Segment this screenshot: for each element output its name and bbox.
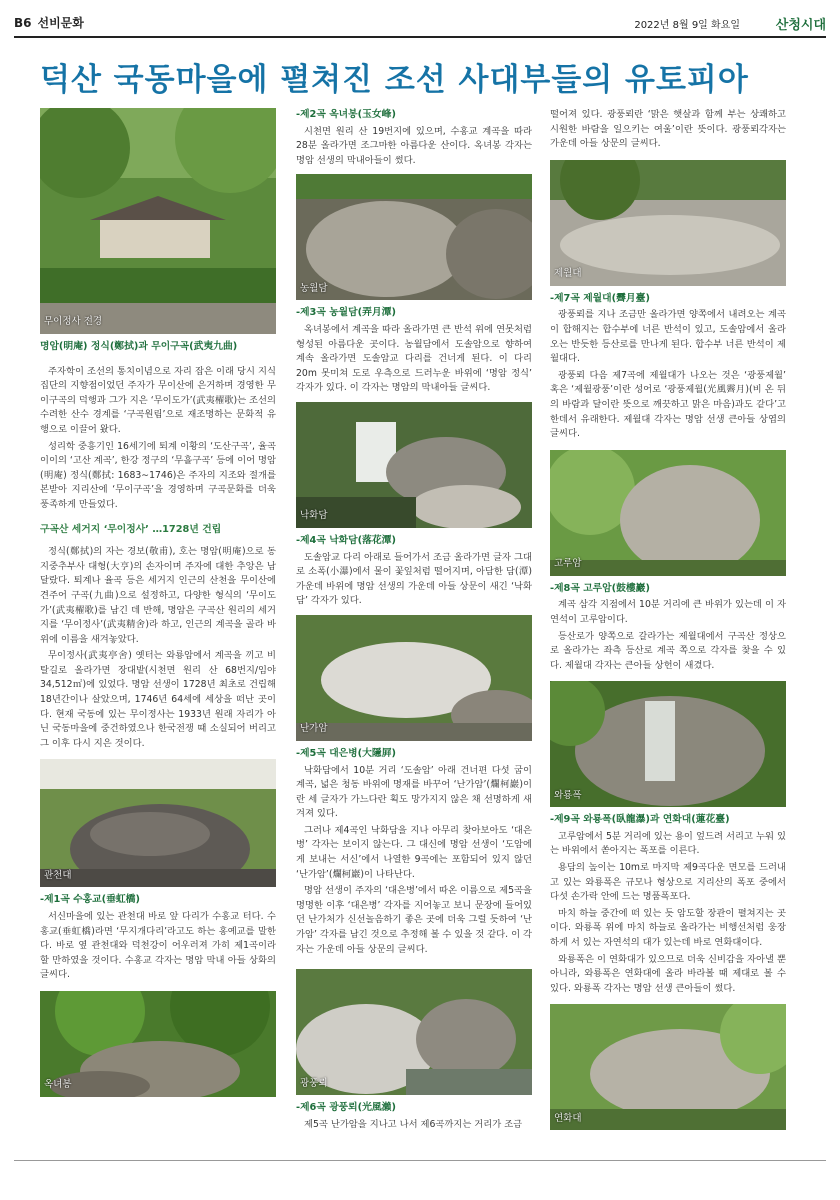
gok-heading: -제5곡 대은병(大隱屛) <box>296 747 396 759</box>
page-header <box>14 14 826 38</box>
photo-caption: 관천대 <box>44 869 72 881</box>
gok-heading: -제9곡 와룡폭(臥龍瀑)과 연화대(蓮花臺) <box>550 814 730 826</box>
gok-heading: -제2곡 옥녀봉(玉女峰) <box>296 109 396 120</box>
issue-date: 2022년 8월 9일 화요일 <box>634 20 740 31</box>
photo-nangaam <box>296 615 532 741</box>
photo-caption: 제월대 <box>554 268 582 280</box>
photo-muijeongsa <box>40 108 276 334</box>
page-footer-rule <box>14 1160 826 1161</box>
body-text: 떨어져 있다. 광풍뢰란 ‘맑은 햇살과 함께 부는 상쾌하고 시원한 바람을 일으키는 여울’이란 뜻이다. 광풍뢰각자는 가운데 아들 상문의 글씨다. <box>550 109 786 150</box>
body-text: 와룡폭은 이 연화대가 있으므로 더욱 신비감을 자아낼 뿐 아니라, 와룡폭은 연화대에 올라 바라볼 때 제대로 볼 수 있다. 와룡폭 각자는 명암 선생 큰아들이 썼다. <box>550 953 786 994</box>
body-text: 제5곡 난가암을 지나고 나서 제6곡까지는 거리가 조금 <box>304 1118 523 1130</box>
column-1 <box>40 108 276 1097</box>
body-text: 무이정사(武夷亭舍) 옛터는 와룡암에서 계곡을 끼고 비탈길로 올라가면 장대밭(시천면 원리 산 68번지/임야 34,512㎡)에 있었다. 명암 선생이 1728년 최초로 건립해 18년간이나 살았으며, 1746년 64세에 세상을 떠난 곳이다. 현재 국동에 있는 무이정사는 1933년 원래 자리가 아닌 국동마을에 중건하였으나 한국전쟁 때 소실되어 버리고 그 이후 다시 지은 것이다. <box>40 650 276 749</box>
body-text: 시천면 원리 산 19번지에 있으며, 수홍교 계곡을 따라 28분 올라가면 조그마한 아름다운 산이다. 옥녀봉 각자는 명암 선생의 막내아들이 썼다. <box>296 125 532 166</box>
photo-jewoldae <box>550 160 786 286</box>
photo-caption: 무이정사 전경 <box>44 316 103 328</box>
body-text: 등산로가 양쪽으로 갈라가는 제월대에서 구곡산 정상으로 올라가는 좌측 등산로 계곡 쪽으로 각자를 찾을 수 있다. 제월대 각자는 큰아들 상헌이 새겼다. <box>550 630 786 671</box>
photo-gwancheondae <box>40 759 276 887</box>
body-text: 서신마을에 있는 관천대 바로 앞 다리가 수홍교 터다. 수홍교(垂虹橋)라면 ‘무지개다리’라고도 하는 홍예교를 말한다. 바로 옆 관천대와 덕천강이 어우러져 가히 제1곡이라 할 만하였을 것이다. 수홍교 각자는 명암 막내 아들 상화의 글씨다. <box>40 911 276 981</box>
photo-yeonhwadae <box>550 1004 786 1130</box>
body-text: 주자학이 조선의 통치이념으로 자리 잡은 이래 당시 지식집단의 지향점이었던 주자가 무이산에 은거하며 경영한 무이구곡의 덕행과 그가 지은 ‘무이도가’(武夷櫂歌)는 조선의 수려한 산수 경계를 ‘구곡원림’으로 재조명하는 문화적 유행으로 이끌어 왔다. <box>40 365 276 435</box>
section-heading: 구곡산 세거지 ‘무이정사’ …1728년 건립 <box>40 523 222 535</box>
section-heading: 명암(明庵) 정식(鄭拭)과 무이구곡(武夷九曲) <box>40 341 238 352</box>
section-name: 선비문화 <box>37 16 84 30</box>
photo-caption: 난가암 <box>300 723 328 735</box>
body-text: 성리학 중흥기인 16세기에 퇴계 이황의 ‘도산구곡’, 율곡 이이의 ‘고산 계곡’, 한강 정구의 ‘무흘구곡’ 등에 이어 명암(明庵) 정식(鄭拭: 1683∼1746)은 주자의 지조와 절개를 본받아 지리산에 ‘무이구곡’을 경영하며 구곡문화를 더욱 풍족하게 만들었다. <box>40 440 276 510</box>
body-text: 낙화담에서 10분 거리 ‘도솔암’ 아래 건너편 다섯 굽이 계곡, 넓은 청동 바위에 명재를 바꾸어 ‘난가암’(爛柯巖)이란 세 글자가 가느다란 획도 망가지지 않은 채 선명하게 새겨져 있다. <box>296 764 532 820</box>
body-text: 용담의 높이는 10m로 마지막 제9곡다운 면모를 드러내고 있는 와룡폭은 규모나 형상으로 지리산의 폭포 중에서 다섯 손가락 안에 드는 명품폭포다. <box>550 862 786 903</box>
photo-caption: 낙화담 <box>300 510 328 522</box>
photo-caption: 와룡폭 <box>554 789 582 801</box>
photo-oknyeobong <box>40 991 276 1097</box>
gok-heading: -제4곡 낙화담(落花潭) <box>296 534 396 546</box>
body-text: 도솔암교 다리 아래로 들어가서 조금 올라가면 글자 그대로 소폭(小瀑)에서 물이 꽃잎처럼 떨어지며, 아담한 담(潭) 가운데 바위에 명암 선생의 가운데 아들 상문이 새긴 ‘낙화담’ 각자가 있다. <box>296 551 532 607</box>
photo-caption: 광풍뢰 <box>300 1077 328 1089</box>
body-text: 명암 선생이 주자의 ‘대은병’에서 따온 이름으로 제5곡을 명명한 이후 ‘대은병’ 각자를 지어놓고 보니 문장에 들어있던 난가처가 신선놀음하기 좋은 곳에 더욱 그럴 듯하여 ‘난가암’ 각자를 남긴 것으로 추정해 볼 수 있을 것 같다. 이 각자는 가운데 아들 상문의 글씨다. <box>296 885 532 955</box>
section-label <box>14 14 84 31</box>
article-title: 덕산 국동마을에 펼쳐진 조선 사대부들의 유토피아 <box>40 62 749 98</box>
body-text: 마치 하늘 중간에 떠 있는 듯 암도할 장관이 펼쳐지는 곳이다. 와룡폭 위에 마치 하늘로 올라가는 비행선처럼 웅장하게 서 있는 자연석의 대가 있는데 바로 연화대이다. <box>550 907 786 949</box>
gok-heading: -제3곡 농월담(弄月潭) <box>296 307 396 319</box>
paper-logo: 산청시대 <box>775 18 826 33</box>
photo-nongwoldam <box>296 174 532 300</box>
page-number: B6 <box>14 16 32 30</box>
body-text: 계곡 삼각 지점에서 10분 거리에 큰 바위가 있는데 이 자연석이 고루암이다. <box>550 599 786 625</box>
body-text: 그러나 제4곡인 낙화담을 지나 아무리 찾아보아도 ‘대은병’ 각자는 보이지 않는다. 그 대신에 명암 선생이 ‘도암에게 보내는 서신’에서 나열한 9곡에는 포함되어 있지 않던 ‘난가암’(爛柯巖)이 나타난다. <box>296 824 532 880</box>
photo-nakhwadam <box>296 402 532 528</box>
photo-waryongpok <box>550 681 786 807</box>
gok-heading: -제7곡 제월대(霽月臺) <box>550 292 650 304</box>
column-2 <box>296 108 532 1134</box>
photo-gwangpungroe <box>296 969 532 1095</box>
gok-heading: -제1곡 수홍교(垂虹橋) <box>40 894 140 906</box>
photo-caption: 농월담 <box>300 282 328 294</box>
body-text: 광풍뢰 다음 제7곡에 제월대가 나오는 것은 ‘광풍제월’ 혹은 ‘제월광풍’이란 성어로 ‘광풍제월(光風霽月)(비 온 뒤의 바람과 달이란 뜻으로 깨끗하고 맑은 마음)과도 같다’고 한데서 유래한다. 제월대 각자는 명암 선생 큰아들 상엽의 글씨다. <box>550 369 786 440</box>
body-text: 정식(鄭拭)의 자는 경보(敬甫), 호는 명암(明庵)으로 동지중추부사 대형(大亨)의 손자이며 주자에 대한 추앙은 남달랐다. 퇴계나 율곡 등은 세거지 인근의 산천을 무이산에 견주어 구곡(九曲)으로 설정하고, 다양한 형식의 ‘무이도가’(武夷櫂歌)를 남긴 데 반해, 명암은 구곡산 원리의 세거지를 ‘무이정사’(武夷精舍)라 하고, 인근의 계곡을 골라 바위에 이름을 새겨놓았다. <box>40 546 276 645</box>
gok-heading: -제6곡 광풍뢰(光風瀨) <box>296 1102 396 1114</box>
column-3 <box>550 108 786 1130</box>
photo-goruam <box>550 450 786 576</box>
photo-caption: 옥녀봉 <box>44 1079 72 1091</box>
body-text: 고루암에서 5분 거리에 있는 용이 엎드려 서리고 누워 있는 바위에서 쏟아지는 폭포를 이른다. <box>550 830 786 857</box>
photo-caption: 연화대 <box>554 1112 582 1124</box>
photo-caption: 고루암 <box>554 558 582 570</box>
gok-heading: -제8곡 고루암(鼓樓巖) <box>550 582 650 594</box>
body-text: 광풍뢰를 지나 조금만 올라가면 양쪽에서 내려오는 계곡이 합해지는 합수부에 너른 반석이 있고, 도솔암에서 올라오는 반듯한 등산로를 만나게 된다. 합수부 너른 반석이 제월대다. <box>550 309 786 365</box>
body-text: 옥녀봉에서 계곡을 따라 올라가면 큰 반석 위에 연못처럼 형성된 아름다운 곳이다. 농월담에서 도솔암으로 향하여 계속 올라가면 도솔암교 다리를 건너게 된다. 이 다리 20m 못미쳐 도로 우측으로 드러누운 바위에 ‘명암 정식’ 각자가 있다. 이 각자는 명암의 막내아들 글씨다. <box>296 323 532 394</box>
